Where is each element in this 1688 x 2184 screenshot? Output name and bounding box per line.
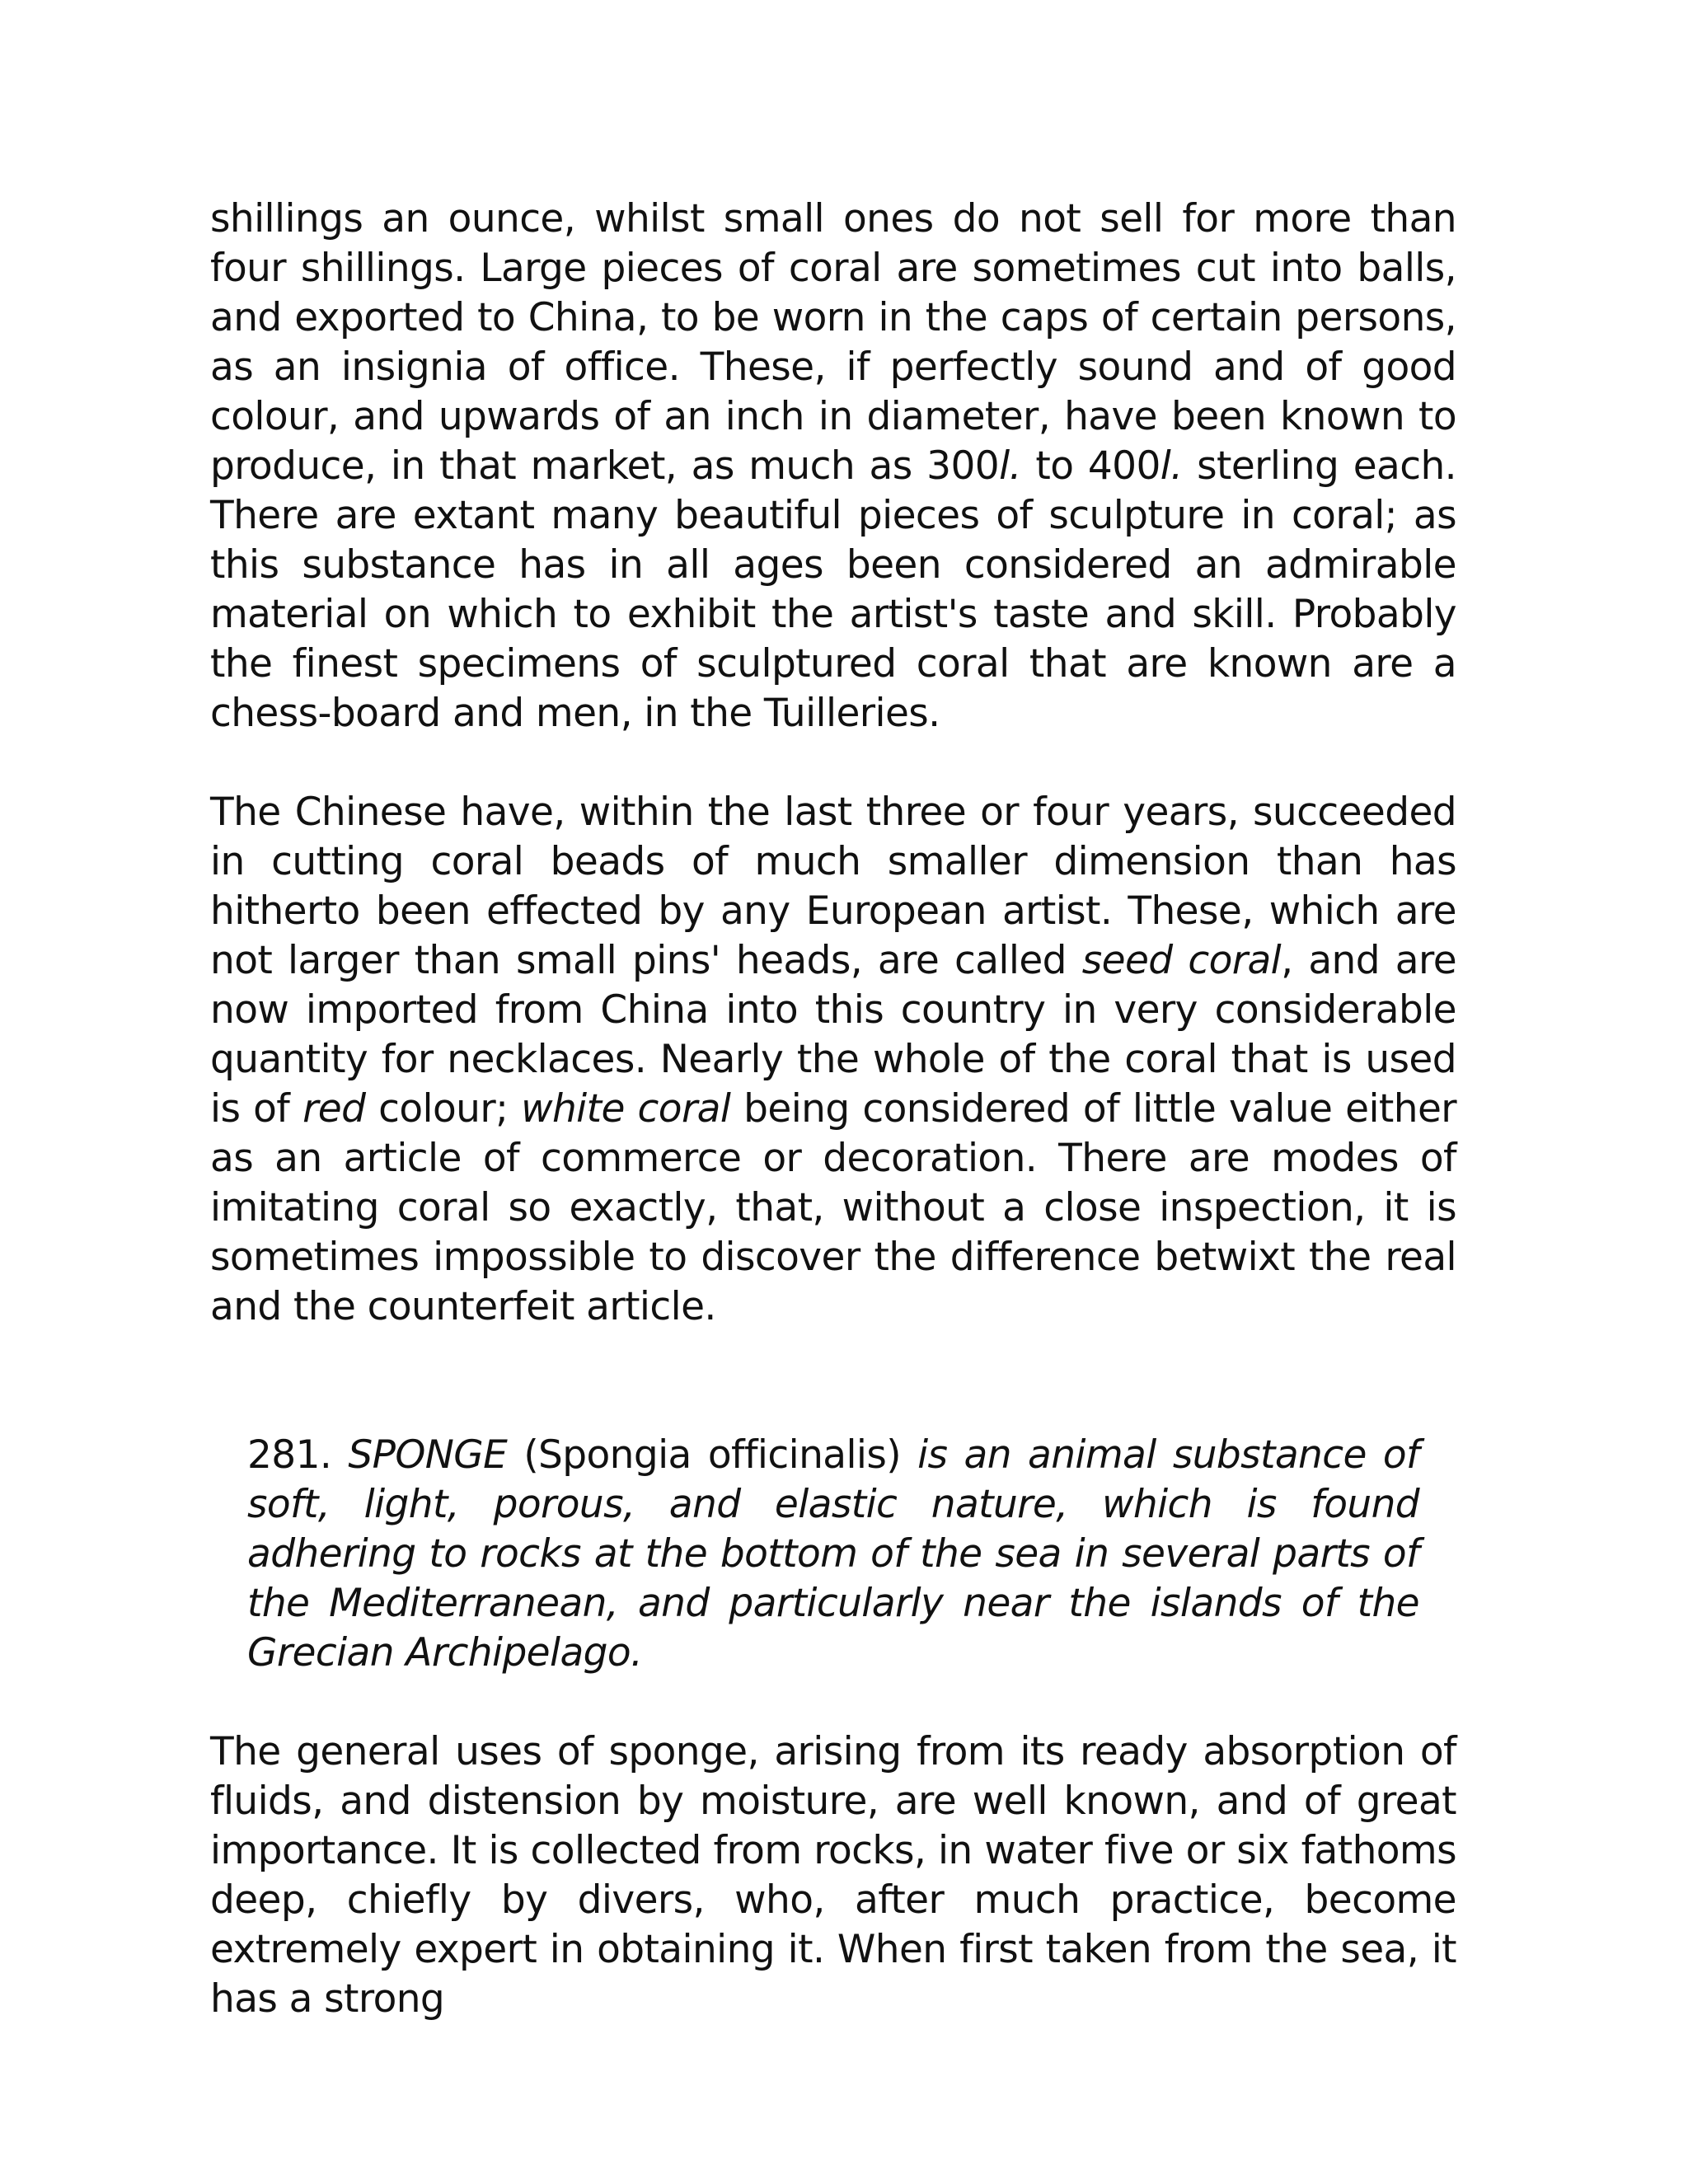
text-run: colour; — [365, 1086, 522, 1132]
italic-term-seed-coral: seed coral — [1081, 938, 1282, 983]
text-run: sterling each. There are extant many beautiful pieces of sculpture in coral; as this substance has in all ages been considered an admirable material on which to exhibit the artist's taste and skill. Probably the finest specimens of sculptured coral that are known are a chess-board and men, in the Tuilleries. — [210, 443, 1456, 736]
text-run: shillings an ounce, whilst small ones do not sell for more than four shillings. Large pieces of coral are sometimes cut into balls, and exported to China, to be worn in the caps of certain persons, as an insignia of office. These, if perfectly sound and of good colour, and upwards of an inch in diameter, have been known to produce, in that market, as much as 300 — [210, 196, 1456, 489]
paragraph-sponge-uses — [210, 1727, 1456, 2024]
entry-sponge — [247, 1431, 1419, 1678]
page-body — [210, 194, 1456, 2024]
italic-pound-abbrev: l. — [1160, 443, 1183, 489]
entry-latin-name: (Spongia officinalis) — [507, 1432, 918, 1478]
paragraph-chinese-coral — [210, 788, 1456, 1332]
italic-term-white-coral: white coral — [521, 1086, 731, 1132]
text-run: , and are now imported from China into this country in very considerable quantity for necklaces. Nearly the whole of the coral that is used is of — [210, 938, 1457, 1132]
text-run: The Chinese have, within the last three or four years, succeeded in cutting coral beads of much smaller dimension than has hitherto been effected by any European artist. These, which are not larger than small pins' heads, are called — [210, 790, 1456, 983]
text-run: being considered of little value either as an article of commerce or decoration. There are modes of imitating coral so exactly, that, without a close inspection, it is sometimes impossible to discover the difference betwixt the real and the counterfeit article. — [210, 1086, 1456, 1329]
entry-number: 281. — [247, 1432, 349, 1478]
paragraph-coral-value — [210, 194, 1456, 738]
italic-pound-abbrev: l. — [999, 443, 1021, 489]
italic-term-red: red — [302, 1086, 366, 1132]
text-run: The general uses of sponge, arising from its ready absorption of fluids, and distension by moisture, are well known, and of great importance. It is collected from rocks, in water five or six fathoms deep, chiefly by divers, who, after much practice, become extremely expert in obtaining it. When first taken from the sea, it has a strong — [210, 1729, 1456, 2022]
text-run: to 400 — [1020, 443, 1160, 489]
entry-description: is an animal substance of soft, light, porous, and elastic nature, which is found adhering to rocks at the bottom of the sea in several parts of the Mediterranean, and particularly near the islands of the Grecian Archipelago. — [247, 1432, 1419, 1675]
entry-title: SPONGE — [348, 1432, 508, 1478]
